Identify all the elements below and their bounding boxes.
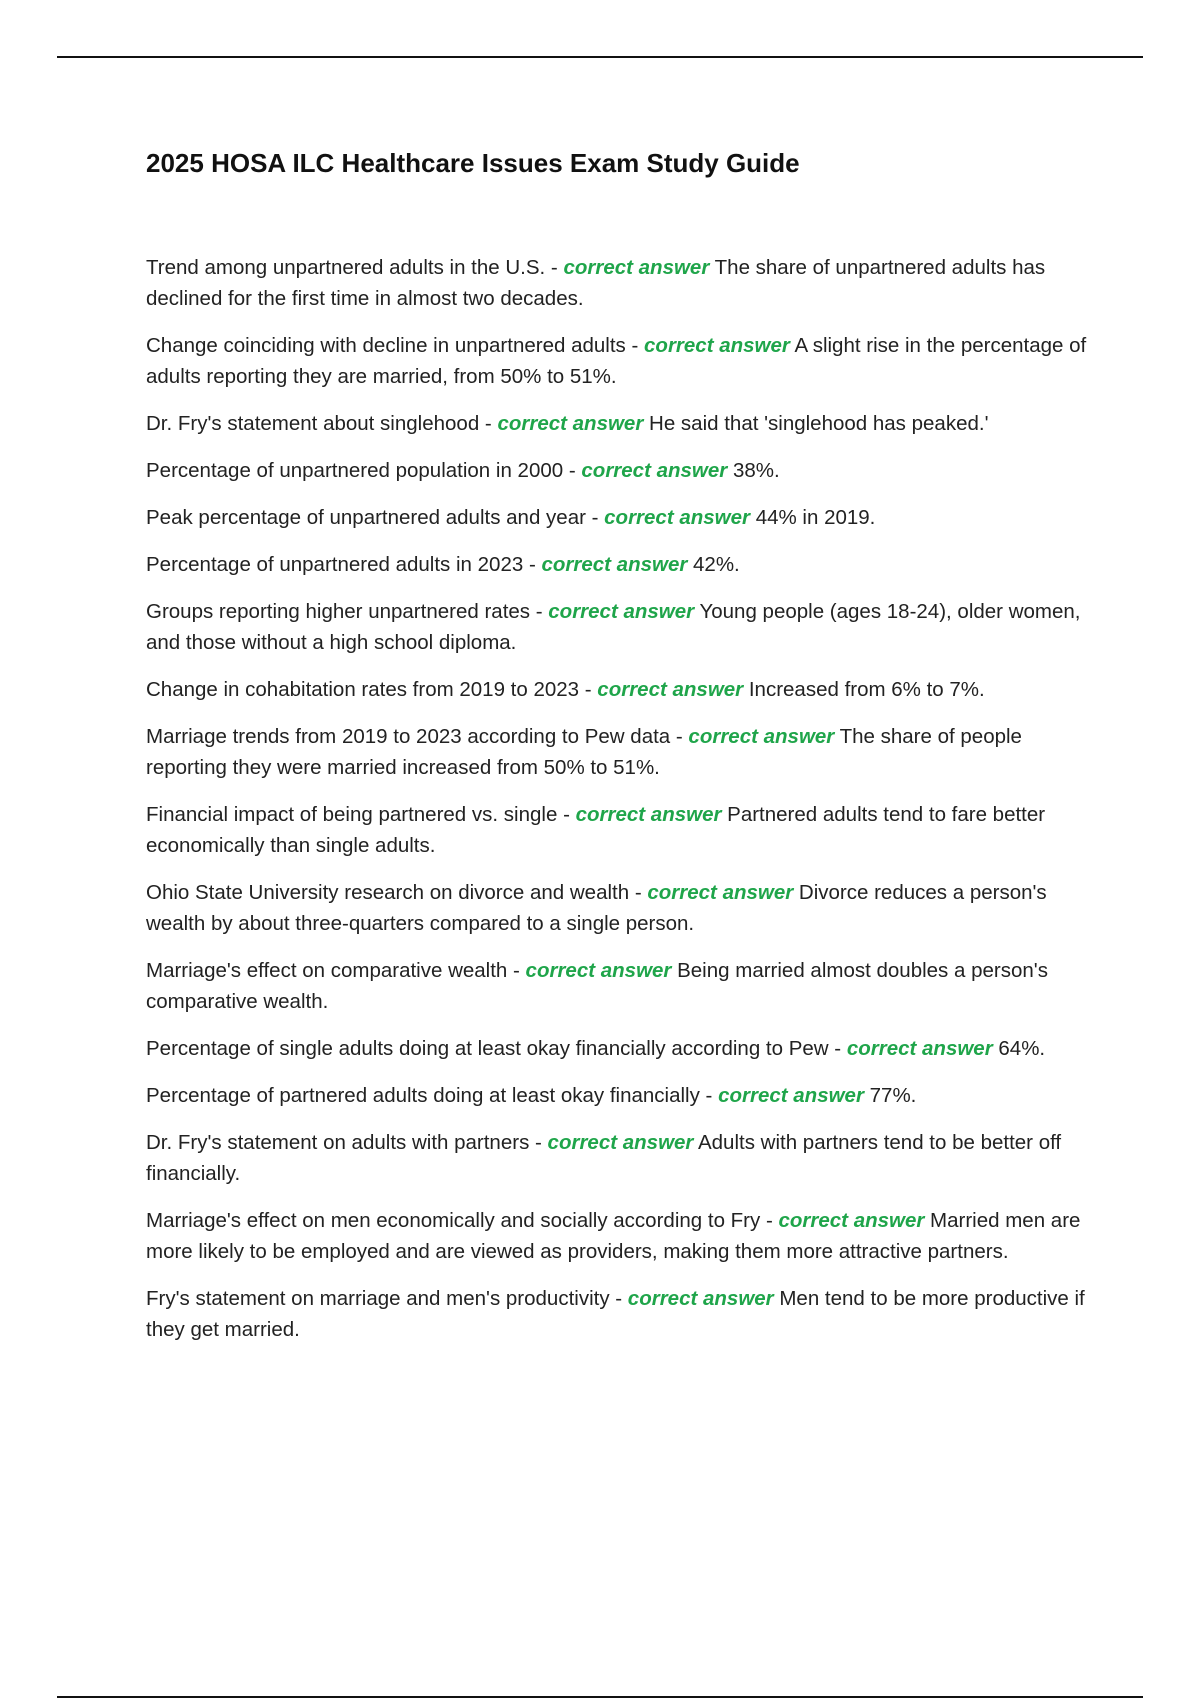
correct-answer-label: correct answer (541, 553, 688, 576)
answer-text: Partnered adults tend to fare better economically than single adults. (146, 803, 1046, 857)
qa-item (146, 1080, 1096, 1111)
separator: - (760, 1209, 779, 1232)
answer-text: Increased from 6% to 7%. (748, 678, 985, 701)
question-text: Peak percentage of unpartnered adults and year (146, 506, 586, 529)
qa-item (146, 877, 1096, 939)
correct-answer-label: correct answer (644, 334, 790, 357)
answer-text: A slight rise in the percentage of adults reporting they are married, from 50% to 51%. (146, 334, 1087, 388)
qa-item (146, 721, 1096, 783)
qa-item (146, 330, 1096, 392)
correct-answer-label: correct answer (597, 678, 744, 701)
question-text: Marriage's effect on comparative wealth (146, 959, 508, 982)
qa-item (146, 549, 1096, 580)
correct-answer-label: correct answer (497, 412, 644, 435)
correct-answer-label: correct answer (547, 1131, 694, 1154)
top-divider (57, 56, 1143, 58)
qa-list (146, 252, 1096, 1361)
answer-text: Being married almost doubles a person's comparative wealth. (146, 959, 1048, 1013)
qa-item (146, 674, 1096, 705)
question-text: Marriage trends from 2019 to 2023 according to Pew data (146, 725, 671, 748)
separator: - (579, 678, 598, 701)
correct-answer-label: correct answer (604, 506, 750, 529)
qa-item (146, 955, 1096, 1017)
question-text: Fry's statement on marriage and men's productivity (146, 1287, 610, 1310)
separator: - (699, 1084, 719, 1107)
qa-item (146, 1127, 1096, 1189)
correct-answer-label: correct answer (627, 1287, 774, 1310)
answer-text: 38%. (732, 459, 780, 482)
question-text: Change coinciding with decline in unpartnered adults (146, 334, 626, 357)
question-text: Financial impact of being partnered vs. single (146, 803, 558, 826)
correct-answer-label: correct answer (581, 459, 728, 482)
document-title: 2025 HOSA ILC Healthcare Issues Exam Study Guide (146, 148, 800, 178)
answer-text: Divorce reduces a person's wealth by about three-quarters compared to a single person. (146, 881, 1047, 935)
answer-text: 64%. (998, 1037, 1046, 1060)
separator: - (529, 1131, 548, 1154)
qa-item (146, 1283, 1096, 1345)
correct-answer-label: correct answer (718, 1084, 864, 1107)
bottom-divider (57, 1696, 1143, 1698)
separator: - (828, 1037, 847, 1060)
question-text: Marriage's effect on men economically and socially according to Fry (146, 1209, 761, 1232)
qa-item (146, 1033, 1096, 1064)
separator: - (670, 725, 689, 748)
correct-answer-label: correct answer (846, 1037, 993, 1060)
question-text: Dr. Fry's statement on adults with partners (146, 1131, 530, 1154)
question-text: Dr. Fry's statement about singlehood (146, 412, 480, 435)
correct-answer-label: correct answer (525, 959, 672, 982)
answer-text: The share of people reporting they were married increased from 50% to 51%. (146, 725, 1022, 779)
separator: - (479, 412, 498, 435)
separator: - (629, 881, 648, 904)
correct-answer-label: correct answer (563, 256, 710, 279)
separator: - (557, 803, 576, 826)
separator: - (545, 256, 564, 279)
separator: - (530, 600, 549, 623)
qa-item (146, 596, 1096, 658)
question-text: Percentage of partnered adults doing at least okay financially (146, 1084, 700, 1107)
question-text: Ohio State University research on divorce and wealth (146, 881, 630, 904)
correct-answer-label: correct answer (778, 1209, 925, 1232)
question-text: Groups reporting higher unpartnered rates (146, 600, 531, 623)
correct-answer-label: correct answer (548, 600, 695, 623)
answer-text: The share of unpartnered adults has declined for the first time in almost two decades. (146, 256, 1046, 310)
answer-text: Married men are more likely to be employed and are viewed as providers, making them more attractive partners. (146, 1209, 1081, 1263)
answer-text: 42%. (693, 553, 740, 576)
separator: - (507, 959, 526, 982)
answer-text: He said that 'singlehood has peaked.' (649, 412, 989, 435)
separator: - (625, 334, 645, 357)
question-text: Percentage of unpartnered population in 2000 (146, 459, 564, 482)
question-text: Percentage of unpartnered adults in 2023 (146, 553, 524, 576)
separator: - (523, 553, 542, 576)
question-text: Percentage of single adults doing at least okay financially according to Pew (146, 1037, 829, 1060)
qa-item (146, 1205, 1096, 1267)
answer-text: 77%. (869, 1084, 917, 1107)
correct-answer-label: correct answer (575, 803, 722, 826)
answer-text: Young people (ages 18-24), older women, and those without a high school diploma. (146, 600, 1081, 654)
qa-item (146, 408, 1096, 439)
answer-text: Men tend to be more productive if they get married. (146, 1287, 1085, 1341)
answer-text: Adults with partners tend to be better off financially. (146, 1131, 1062, 1185)
separator: - (563, 459, 582, 482)
answer-text: 44% in 2019. (755, 506, 876, 529)
question-text: Change in cohabitation rates from 2019 to 2023 (146, 678, 580, 701)
correct-answer-label: correct answer (647, 881, 794, 904)
qa-item (146, 502, 1096, 533)
correct-answer-label: correct answer (688, 725, 835, 748)
qa-item (146, 455, 1096, 486)
question-text: Trend among unpartnered adults in the U.S. (146, 256, 546, 279)
separator: - (609, 1287, 628, 1310)
qa-item (146, 252, 1096, 314)
qa-item (146, 799, 1096, 861)
separator: - (585, 506, 605, 529)
